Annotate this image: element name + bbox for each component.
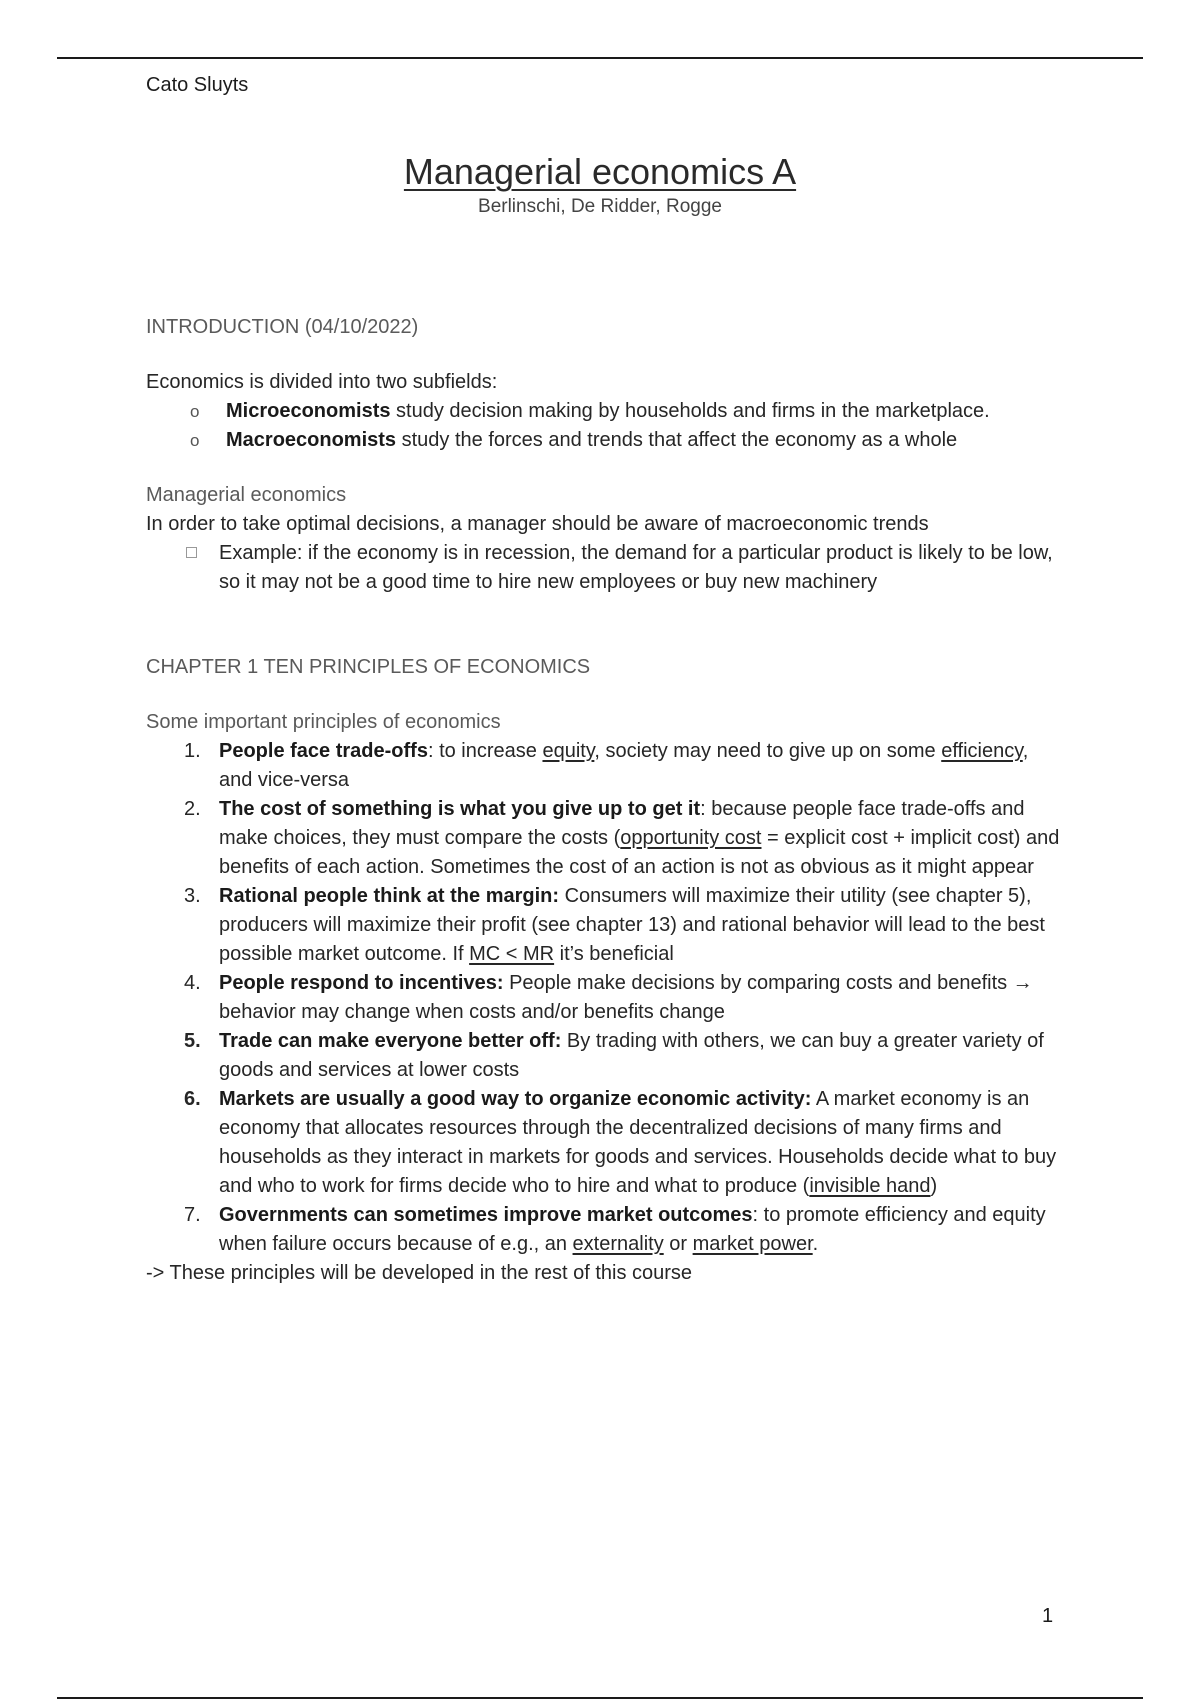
example-text: Example: if the economy is in recession, the demand for a particular product is likely to be low, so it may not be a good time to hire new employees or buy new machinery — [219, 542, 1053, 593]
title-block — [0, 150, 1200, 218]
principle-text: . — [812, 1233, 819, 1255]
principle-text: By trading with others, we can buy a greater variety of goods and services at lower costs — [219, 1030, 1044, 1081]
subfields-list — [146, 397, 1066, 455]
principle-text: ) — [930, 1175, 938, 1197]
key-term: MC < MR — [469, 943, 555, 965]
term-description: study decision making by households and firms in the marketplace. — [390, 400, 990, 422]
principle-text: : to promote efficiency and equity when failure occurs because of e.g., an — [219, 1204, 1046, 1255]
key-term: externality — [572, 1233, 664, 1255]
item-number: 3. — [184, 885, 201, 907]
circle-bullet-icon: o — [190, 402, 200, 421]
top-rule — [57, 57, 1143, 59]
page-number: 1 — [1042, 1605, 1054, 1627]
document-title: Managerial economics A — [403, 151, 797, 192]
key-term: equity — [542, 740, 595, 762]
list-item — [146, 882, 1066, 969]
managerial-text: In order to take optimal decisions, a manager should be aware of macroeconomic trends — [146, 513, 929, 535]
key-term: market power — [692, 1233, 813, 1255]
closing-note: -> These principles will be developed in the rest of this course — [146, 1262, 693, 1284]
circle-bullet-icon: o — [190, 431, 200, 450]
principle-text: it’s beneficial — [554, 943, 674, 965]
principle-text: People make decisions by comparing costs and benefits → behavior may change when costs and/or benefits change — [219, 972, 1033, 1023]
list-item — [146, 1085, 1066, 1201]
chapter-heading: CHAPTER 1 TEN PRINCIPLES OF ECONOMICS — [146, 656, 591, 678]
list-item — [146, 426, 1066, 455]
principle-text: A market economy is an economy that allocates resources through the decentralized decisions of many firms and households as they interact in markets for goods and services. Households decide what to buy and who to work for firms decide who to hire and what to produce ( — [219, 1088, 1057, 1197]
item-number: 5. — [184, 1030, 201, 1052]
list-item — [146, 795, 1066, 882]
term-description: study the forces and trends that affect the economy as a whole — [396, 429, 958, 451]
example-item — [146, 539, 1066, 597]
list-item — [146, 397, 1066, 426]
item-number: 6. — [184, 1088, 201, 1110]
list-item — [146, 1201, 1066, 1259]
principle-text: , society may need to give up on some — [594, 740, 942, 762]
item-number: 2. — [184, 798, 201, 820]
managerial-subheading: Managerial economics — [146, 484, 347, 506]
intro-heading: INTRODUCTION (04/10/2022) — [146, 316, 419, 338]
principle-text: : to increase — [427, 740, 543, 762]
principle-text: = explicit cost + implicit cost) and benefits of each action. Sometimes the cost of an action is not as obvious as it might appear — [219, 827, 1060, 878]
principles-list — [146, 737, 1066, 1259]
principle-term: Governments can sometimes improve market outcomes — [219, 1204, 753, 1226]
principle-term: People respond to incentives: — [219, 972, 504, 994]
intro-lead: Economics is divided into two subfields: — [146, 371, 498, 393]
principle-term: Trade can make everyone better off: — [219, 1030, 562, 1052]
author-name: Cato Sluyts — [146, 74, 249, 96]
principle-text: : because people face trade-offs and make choices, they must compare the costs ( — [219, 798, 1025, 849]
principle-term: Rational people think at the margin: — [219, 885, 560, 907]
item-number: 7. — [184, 1204, 201, 1226]
list-item — [146, 737, 1066, 795]
list-item — [146, 1027, 1066, 1085]
term: Microeconomists — [226, 400, 391, 422]
principle-text: or — [663, 1233, 693, 1255]
principle-text: , and vice-versa — [219, 740, 1029, 791]
principle-term: Markets are usually a good way to organize economic activity: — [219, 1088, 812, 1110]
principle-text: Consumers will maximize their utility (see chapter 5), producers will maximize their profit (see chapter 13) and rational behavior will lead to the best possible market outcome. If — [219, 885, 1045, 965]
document-subtitle: Berlinschi, De Ridder, Rogge — [478, 196, 722, 217]
key-term: invisible hand — [809, 1175, 931, 1197]
item-number: 1. — [184, 740, 201, 762]
key-term: opportunity cost — [620, 827, 762, 849]
document-body — [146, 313, 1066, 1288]
item-number: 4. — [184, 972, 201, 994]
principles-subheading: Some important principles of economics — [146, 711, 501, 733]
bottom-rule — [57, 1697, 1143, 1699]
checkbox-bullet-icon — [186, 547, 197, 558]
principle-term: People face trade-offs — [219, 740, 428, 762]
list-item — [146, 969, 1066, 1027]
term: Macroeconomists — [226, 429, 397, 451]
key-term: efficiency — [941, 740, 1023, 762]
principle-term: The cost of something is what you give up to get it — [219, 798, 701, 820]
